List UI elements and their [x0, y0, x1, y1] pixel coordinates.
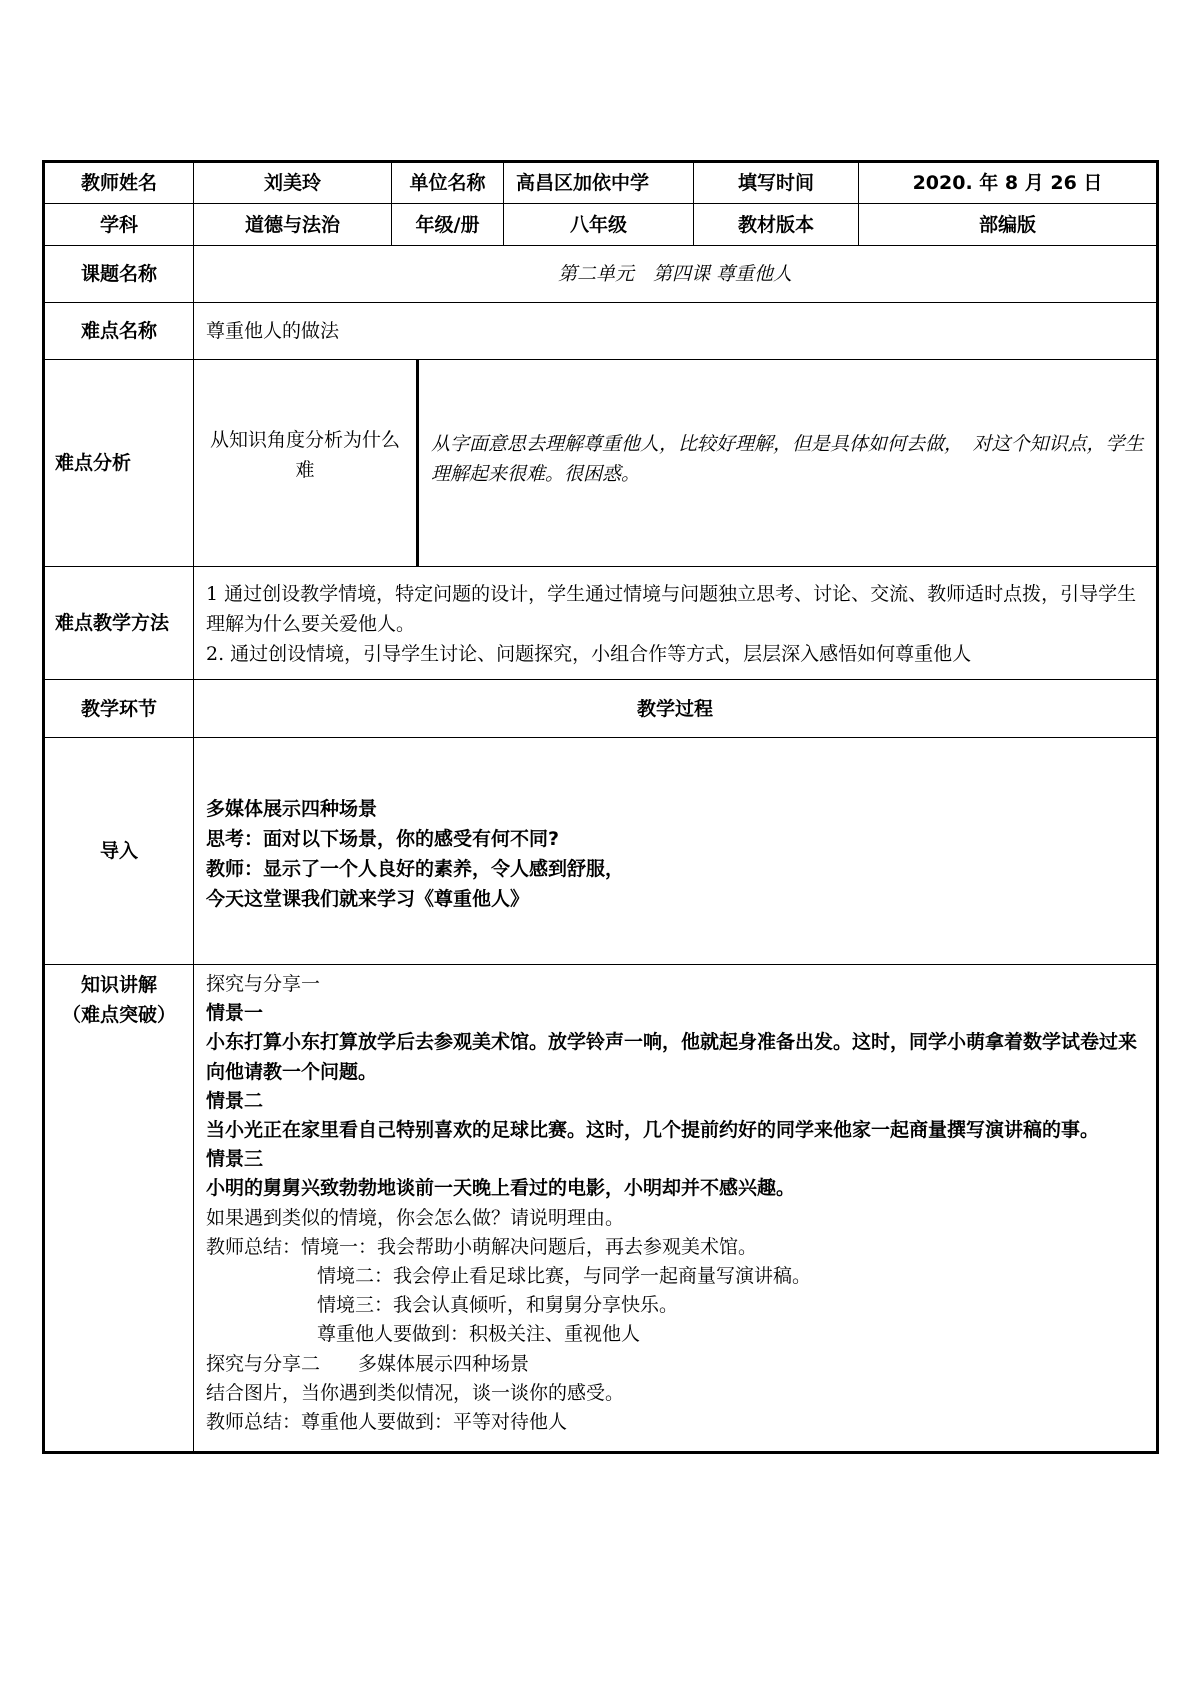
intro-line: 思考：面对以下场景，你的感受有何不同?: [206, 828, 560, 850]
grade-value: 八年级: [504, 204, 694, 246]
method-line-2: 2. 通过创设情境，引导学生讨论、问题探究，小组合作等方式，层层深入感悟如何尊重他人: [206, 643, 972, 665]
header-row-1: [44, 162, 1158, 204]
intro-row: [44, 738, 1158, 965]
knowledge-line: 教师总结：情境一：我会帮助小萌解决问题后，再去参观美术馆。: [206, 1235, 758, 1258]
difficulty-label: 难点名称: [44, 303, 194, 360]
teacher-name-value: 刘美玲: [194, 162, 392, 204]
analysis-inner: [194, 360, 1156, 566]
unit-name-label: 单位名称: [392, 162, 504, 204]
knowledge-line: 情景二: [206, 1089, 264, 1112]
header-row-2: [44, 204, 1158, 246]
knowledge-line: 如果遇到类似的情境，你会怎么做？请说明理由。: [206, 1206, 625, 1229]
analysis-text: 从字面意思去理解尊重他人，比较好理解，但是具体如何去做， 对这个知识点，学生理解起来很难。很困惑。: [431, 433, 1144, 485]
knowledge-line: 探究与分享一: [206, 973, 321, 995]
knowledge-line: 教师总结：尊重他人要做到：平等对待他人: [206, 1411, 568, 1434]
knowledge-content: [194, 965, 1158, 1453]
knowledge-line: 尊重他人要做到：积极关注、重视他人: [317, 1323, 641, 1346]
subject-value: 道德与法治: [194, 204, 392, 246]
knowledge-label: [44, 965, 194, 1453]
method-content: [194, 567, 1158, 680]
analysis-row: [44, 360, 1158, 567]
intro-line: 多媒体展示四种场景: [206, 798, 378, 820]
topic-value: 第二单元 第四课 尊重他人: [194, 246, 1158, 303]
lesson-plan-table: [42, 160, 1159, 1454]
knowledge-line: 情境三：我会认真倾听，和舅舅分享快乐。: [317, 1294, 679, 1317]
topic-row: [44, 246, 1158, 303]
knowledge-line: 小东打算小东打算放学后去参观美术馆。放学铃声一响，他就起身准备出发。这时，同学小萌拿着数学试卷过来向他请教一个问题。: [206, 1031, 1138, 1083]
intro-content: [194, 738, 1158, 965]
knowledge-row: [44, 965, 1158, 1453]
knowledge-label-2: （难点突破）: [61, 1004, 176, 1026]
intro-label: 导入: [44, 738, 194, 965]
knowledge-line: 当小光正在家里看自己特别喜欢的足球比赛。这时，几个提前约好的同学来他家一起商量撰写演讲稿的事。: [206, 1119, 1100, 1142]
process-header-row: [44, 680, 1158, 738]
method-row: [44, 567, 1158, 680]
fill-date-value: 2020. 年 8 月 26 日: [859, 162, 1158, 204]
grade-label: 年级/册: [392, 204, 504, 246]
edition-label: 教材版本: [694, 204, 859, 246]
fill-date-label: 填写时间: [694, 162, 859, 204]
analysis-content: [194, 360, 1158, 567]
knowledge-line: 情景一: [206, 1002, 264, 1025]
edition-value: 部编版: [859, 204, 1158, 246]
stage-label: 教学环节: [44, 680, 194, 738]
knowledge-line: 情景三: [206, 1148, 264, 1171]
knowledge-line: 情境二：我会停止看足球比赛，与同学一起商量写演讲稿。: [317, 1265, 812, 1288]
intro-line: 今天这堂课我们就来学习《尊重他人》: [206, 888, 530, 910]
intro-line: 教师：显示了一个人良好的素养，令人感到舒服，: [206, 858, 625, 880]
knowledge-line: 探究与分享二 多媒体展示四种场景: [206, 1352, 530, 1375]
method-label: 难点教学方法: [44, 567, 194, 680]
knowledge-line: 小明的舅舅兴致勃勃地谈前一天晚上看过的电影，小明却并不感兴趣。: [206, 1177, 796, 1200]
method-line-1: 1 通过创设教学情境，特定问题的设计，学生通过情境与问题独立思考、讨论、交流、教师适时点拨，引导学生理解为什么要关爱他人。: [206, 583, 1137, 635]
teacher-name-label: 教师姓名: [44, 162, 194, 204]
knowledge-label-1: 知识讲解: [80, 974, 157, 996]
knowledge-line: 结合图片，当你遇到类似情况，谈一谈你的感受。: [206, 1381, 625, 1404]
difficulty-value: 尊重他人的做法: [194, 303, 1158, 360]
difficulty-row: [44, 303, 1158, 360]
topic-label: 课题名称: [44, 246, 194, 303]
analysis-sub-label: 从知识角度分析为什么难: [194, 360, 418, 566]
subject-label: 学科: [44, 204, 194, 246]
process-label: 教学过程: [194, 680, 1158, 738]
analysis-label: 难点分析: [44, 360, 194, 567]
unit-name-value: 高昌区加依中学: [504, 162, 694, 204]
